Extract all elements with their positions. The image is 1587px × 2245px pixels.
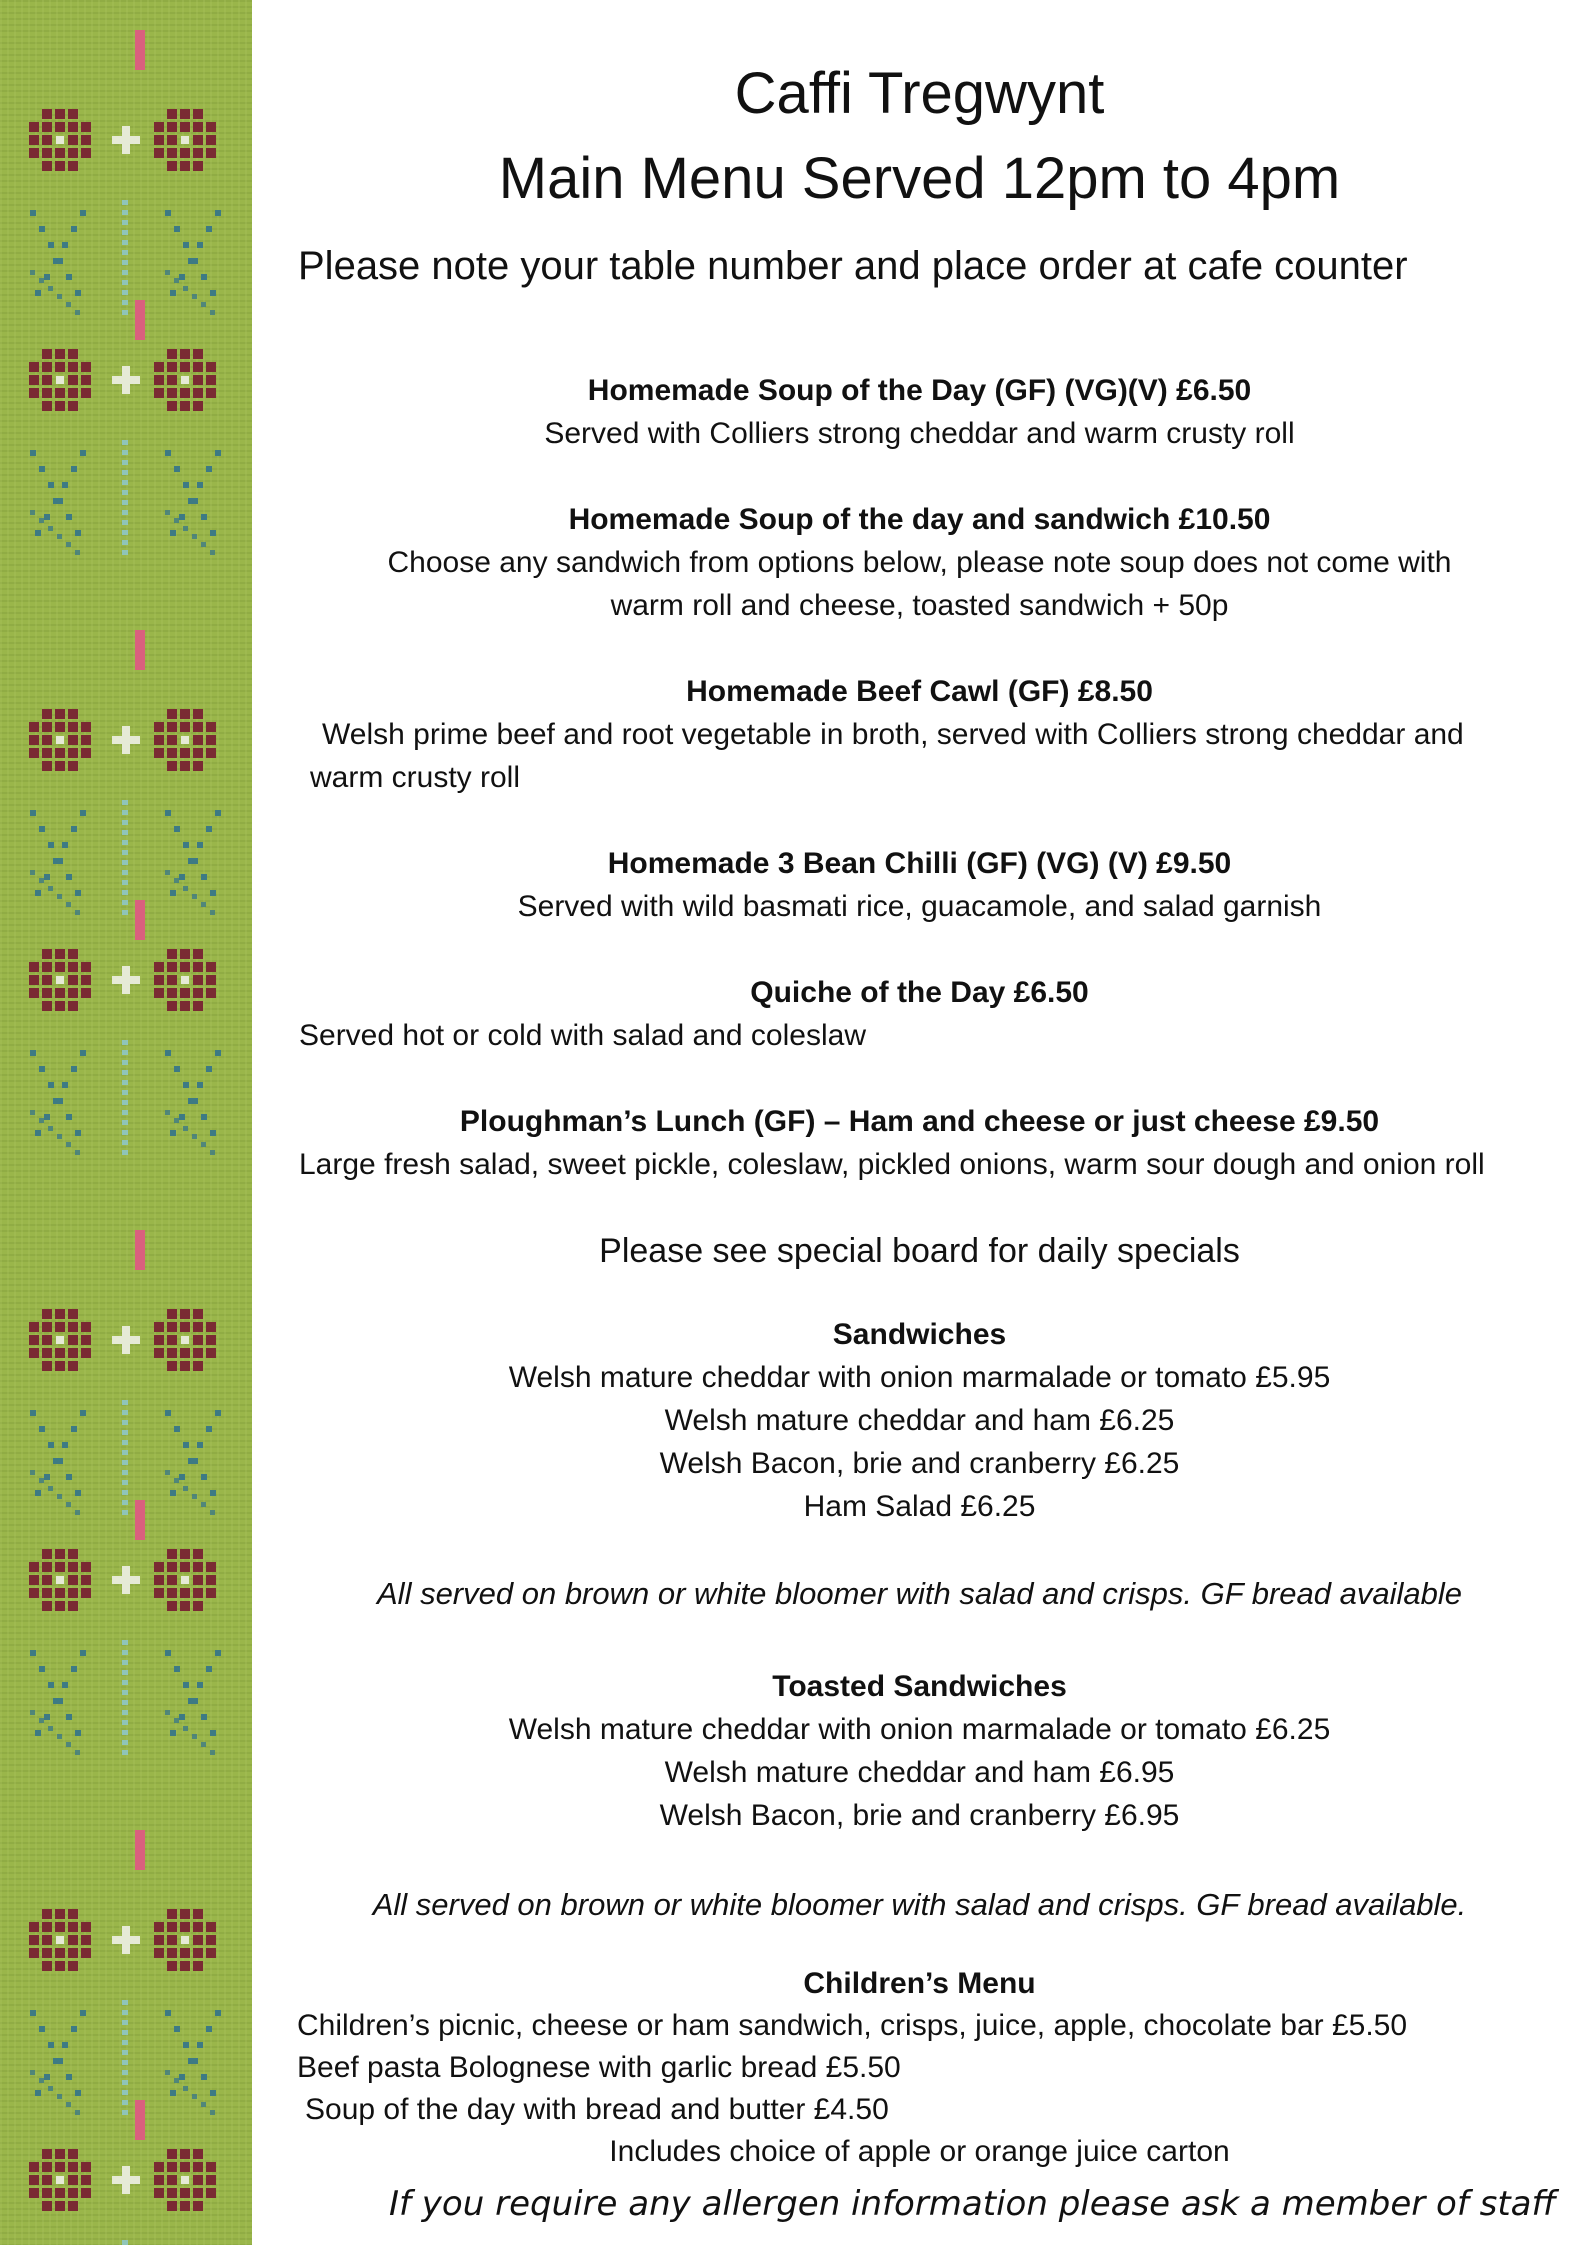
- sandwich-item: Welsh mature cheddar with onion marmalade or tomato £5.95: [508, 1361, 1331, 1394]
- sandwiches-heading: Sandwiches: [832, 1318, 1007, 1351]
- toasted-heading: Toasted Sandwiches: [772, 1670, 1067, 1703]
- menu-title: Main Menu Served 12pm to 4pm: [498, 146, 1341, 211]
- item-heading: Homemade 3 Bean Chilli (GF) (VG) (V) £9.50: [607, 847, 1232, 880]
- item-heading: Quiche of the Day £6.50: [750, 976, 1089, 1009]
- item-description: Served with Colliers strong cheddar and warm crusty roll: [544, 417, 1295, 450]
- tapestry-pattern: [0, 0, 252, 2245]
- tapestry-border: [0, 0, 252, 2245]
- children-heading: Children’s Menu: [803, 1967, 1036, 2000]
- menu-content: [252, 0, 1587, 2245]
- order-note: Please note your table number and place order at cafe counter: [298, 244, 1408, 288]
- item-description: Served hot or cold with salad and coleslaw: [299, 1019, 866, 1052]
- item-heading: Ploughman’s Lunch (GF) – Ham and cheese or just cheese £9.50: [459, 1105, 1380, 1138]
- allergen-note: If you require any allergen information please ask a member of staff: [389, 2184, 1557, 2224]
- sandwich-item: Ham Salad £6.25: [803, 1490, 1036, 1523]
- children-item: Includes choice of apple or orange juice carton: [609, 2135, 1230, 2168]
- children-item: Children’s picnic, cheese or ham sandwich, crisps, juice, apple, chocolate bar £5.50: [297, 2009, 1408, 2042]
- item-description: Served with wild basmati rice, guacamole, and salad garnish: [517, 890, 1322, 923]
- children-item: Beef pasta Bolognese with garlic bread £5.50: [297, 2051, 901, 2084]
- item-heading: Homemade Soup of the Day (GF) (VG)(V) £6.50: [587, 374, 1252, 407]
- toasted-item: Welsh Bacon, brie and cranberry £6.95: [659, 1799, 1180, 1832]
- item-heading: Homemade Soup of the day and sandwich £10.50: [568, 503, 1271, 536]
- cafe-name: Caffi Tregwynt: [734, 61, 1105, 126]
- item-description: Welsh prime beef and root vegetable in broth, served with Colliers strong cheddar and: [322, 718, 1464, 751]
- item-heading: Homemade Beef Cawl (GF) £8.50: [686, 675, 1153, 708]
- sandwich-item: Welsh mature cheddar and ham £6.25: [664, 1404, 1175, 1437]
- item-description: Large fresh salad, sweet pickle, coleslaw, pickled onions, warm sour dough and onion roll: [299, 1148, 1485, 1181]
- specials-note: Please see special board for daily specials: [599, 1232, 1240, 1270]
- sandwiches-note: All served on brown or white bloomer with salad and crisps. GF bread available: [377, 1576, 1462, 1611]
- sandwich-item: Welsh Bacon, brie and cranberry £6.25: [659, 1447, 1180, 1480]
- item-description: warm roll and cheese, toasted sandwich + 50p: [610, 589, 1229, 622]
- item-description: warm crusty roll: [310, 761, 521, 794]
- item-description: Choose any sandwich from options below, please note soup does not come with: [387, 546, 1452, 579]
- toasted-item: Welsh mature cheddar and ham £6.95: [664, 1756, 1175, 1789]
- toasted-item: Welsh mature cheddar with onion marmalade or tomato £6.25: [508, 1713, 1331, 1746]
- toasted-note: All served on brown or white bloomer with salad and crisps. GF bread available.: [372, 1887, 1467, 1922]
- children-item: Soup of the day with bread and butter £4.50: [305, 2093, 889, 2126]
